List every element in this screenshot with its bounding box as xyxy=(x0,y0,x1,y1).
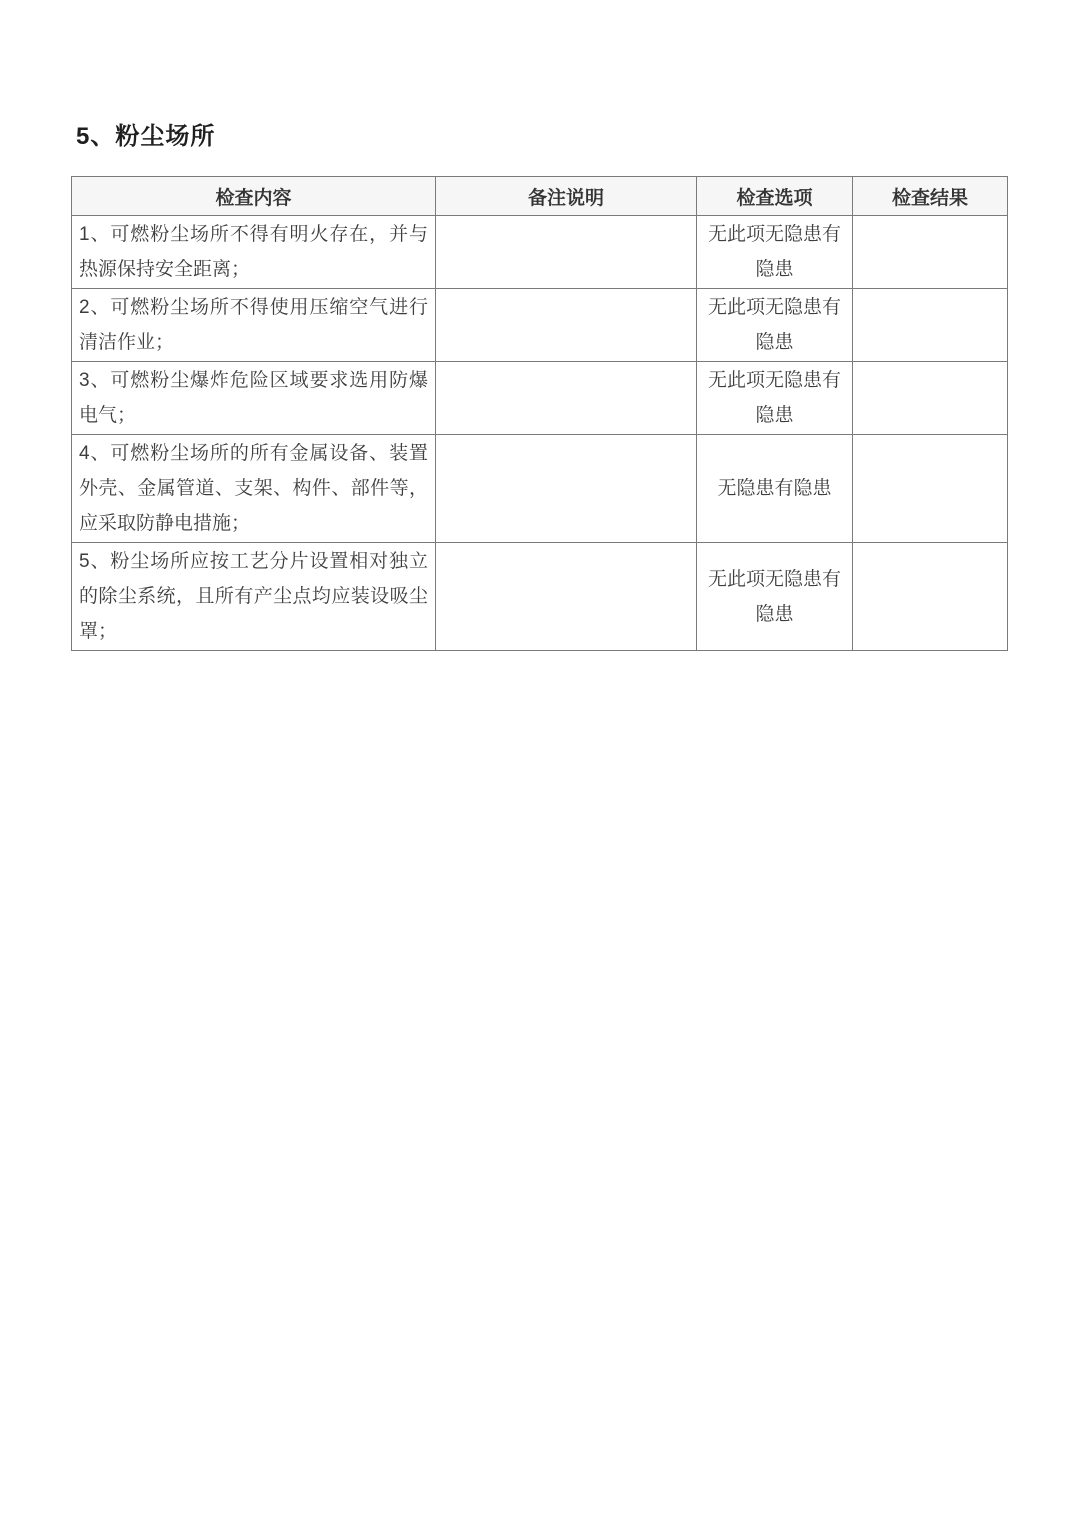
cell-inspection-options: 无此项无隐患有隐患 xyxy=(697,216,853,289)
cell-inspection-options: 无此项无隐患有隐患 xyxy=(697,289,853,362)
column-header-inspection-result: 检查结果 xyxy=(853,177,1008,216)
cell-inspection-options: 无此项无隐患有隐患 xyxy=(697,543,853,651)
table-header-row xyxy=(72,177,1008,216)
cell-inspection-result xyxy=(853,543,1008,651)
column-header-inspection-content: 检查内容 xyxy=(72,177,436,216)
cell-inspection-result xyxy=(853,362,1008,435)
cell-inspection-content: 2、可燃粉尘场所不得使用压缩空气进行清洁作业； xyxy=(72,289,436,362)
cell-inspection-options: 无此项无隐患有隐患 xyxy=(697,362,853,435)
column-header-inspection-options: 检查选项 xyxy=(697,177,853,216)
cell-inspection-result xyxy=(853,216,1008,289)
cell-remarks xyxy=(436,362,697,435)
table-row xyxy=(72,216,1008,289)
cell-inspection-result xyxy=(853,289,1008,362)
cell-inspection-content: 5、粉尘场所应按工艺分片设置相对独立的除尘系统，且所有产尘点均应装设吸尘罩； xyxy=(72,543,436,651)
cell-remarks xyxy=(436,543,697,651)
cell-remarks xyxy=(436,289,697,362)
table-row xyxy=(72,543,1008,651)
table-row xyxy=(72,362,1008,435)
column-header-remarks: 备注说明 xyxy=(436,177,697,216)
cell-inspection-content: 3、可燃粉尘爆炸危险区域要求选用防爆电气； xyxy=(72,362,436,435)
cell-remarks xyxy=(436,216,697,289)
table-row xyxy=(72,435,1008,543)
inspection-checklist-table xyxy=(71,176,1008,651)
page-title: 5、粉尘场所 xyxy=(76,123,216,150)
cell-inspection-content: 1、可燃粉尘场所不得有明火存在，并与热源保持安全距离； xyxy=(72,216,436,289)
cell-remarks xyxy=(436,435,697,543)
cell-inspection-result xyxy=(853,435,1008,543)
table-row xyxy=(72,289,1008,362)
cell-inspection-options: 无隐患有隐患 xyxy=(697,435,853,543)
cell-inspection-content: 4、可燃粉尘场所的所有金属设备、装置外壳、金属管道、支架、构件、部件等，应采取防静电措施； xyxy=(72,435,436,543)
